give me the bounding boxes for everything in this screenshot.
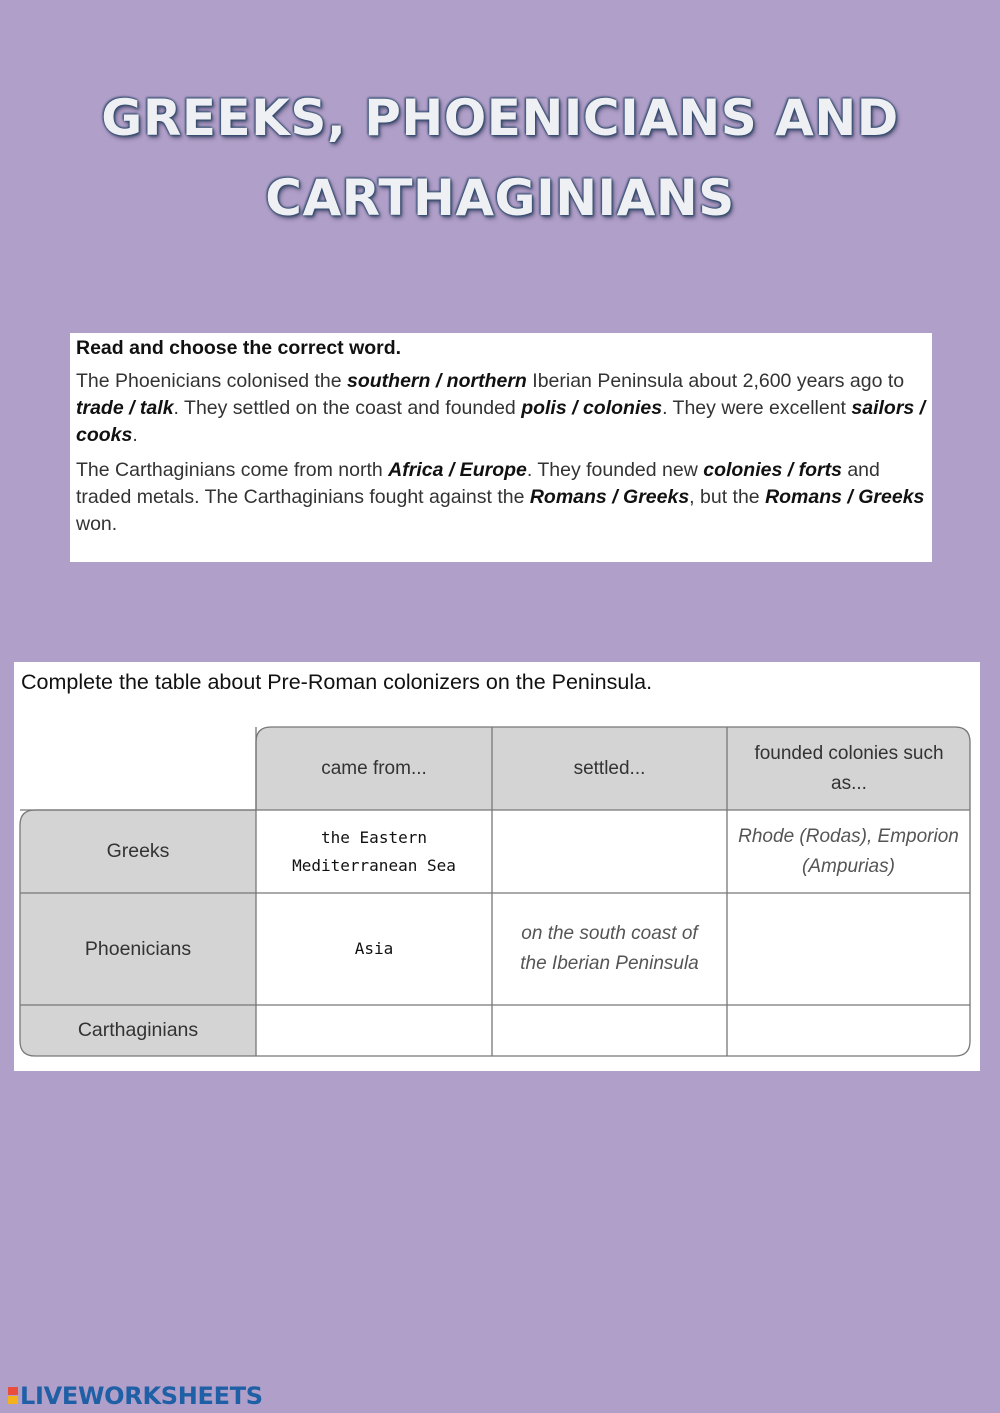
choice-polis-colonies[interactable]: polis / colonies [521, 397, 663, 419]
exercise-complete-table [14, 662, 980, 1071]
cell-phoenicians-settled: on the south coast of the Iberian Peninsula [520, 923, 699, 974]
choice-colonies-forts[interactable]: colonies / forts [703, 459, 842, 481]
text-run: , but the [689, 486, 766, 508]
choice-sailors-cooks[interactable]: sailors / cooks [76, 397, 926, 446]
row-label-phoenicians: Phoenicians [84, 937, 192, 960]
answer-greeks-settled[interactable] [492, 810, 727, 893]
exercise-1-paragraph-phoenicians [76, 368, 926, 449]
text-run: The Phoenicians colonised the [76, 370, 348, 392]
exercise-1-paragraph-carthaginians [76, 457, 926, 538]
column-header-settled: settled... [573, 757, 646, 779]
text-run: . They settled on the coast and founded [173, 397, 522, 419]
column-header-came-from: came from... [321, 757, 427, 779]
liveworksheets-logo-icon [8, 1387, 18, 1405]
text-run: Iberian Peninsula about 2,600 years ago to [526, 370, 905, 392]
text-run: . They founded new [526, 459, 704, 481]
answer-greeks-came-from[interactable]: the Eastern Mediterranean Sea [292, 827, 456, 875]
answer-carthaginians-settled[interactable] [492, 1005, 727, 1056]
text-run: . They were excellent [662, 397, 852, 419]
exercise-choose-word [70, 333, 932, 562]
text-run: won. [76, 513, 118, 535]
answer-carthaginians-came-from[interactable] [256, 1005, 492, 1056]
text-run: and traded metals. The Carthaginians fought against the [76, 459, 880, 508]
text-run: The Carthaginians come from north [76, 459, 389, 481]
title-line-1: GREEKS, PHOENICIANS AND [101, 89, 899, 147]
liveworksheets-brand [8, 1382, 263, 1410]
choice-trade-talk[interactable]: trade / talk [76, 397, 174, 419]
exercise-1-heading: Read and choose the correct word. [76, 337, 402, 359]
answer-phoenicians-came-from[interactable]: Asia [354, 939, 394, 958]
text-run: . [132, 424, 138, 446]
choice-africa-europe[interactable]: Africa / Europe [388, 459, 527, 481]
row-label-carthaginians: Carthaginians [77, 1019, 199, 1041]
exercise-2-heading: Complete the table about Pre-Roman colonizers on the Peninsula. [21, 670, 653, 694]
brand-name: LIVEWORKSHEETS [20, 1382, 263, 1410]
column-header-founded-colonies: founded colonies such as... [754, 742, 944, 794]
page-title [0, 78, 1000, 238]
row-label-greeks: Greeks [106, 840, 170, 862]
answer-carthaginians-colonies[interactable] [727, 1005, 970, 1056]
choice-southern-northern[interactable]: southern / northern [347, 370, 527, 392]
answer-phoenicians-colonies[interactable] [727, 893, 970, 1005]
choice-romans-greeks-fought[interactable]: Romans / Greeks [529, 486, 690, 508]
cell-greeks-colonies: Rhode (Rodas), Emporion (Ampurias) [738, 825, 959, 877]
title-line-2: CARTHAGINIANS [265, 169, 735, 227]
choice-romans-greeks-won[interactable]: Romans / Greeks [765, 486, 925, 508]
